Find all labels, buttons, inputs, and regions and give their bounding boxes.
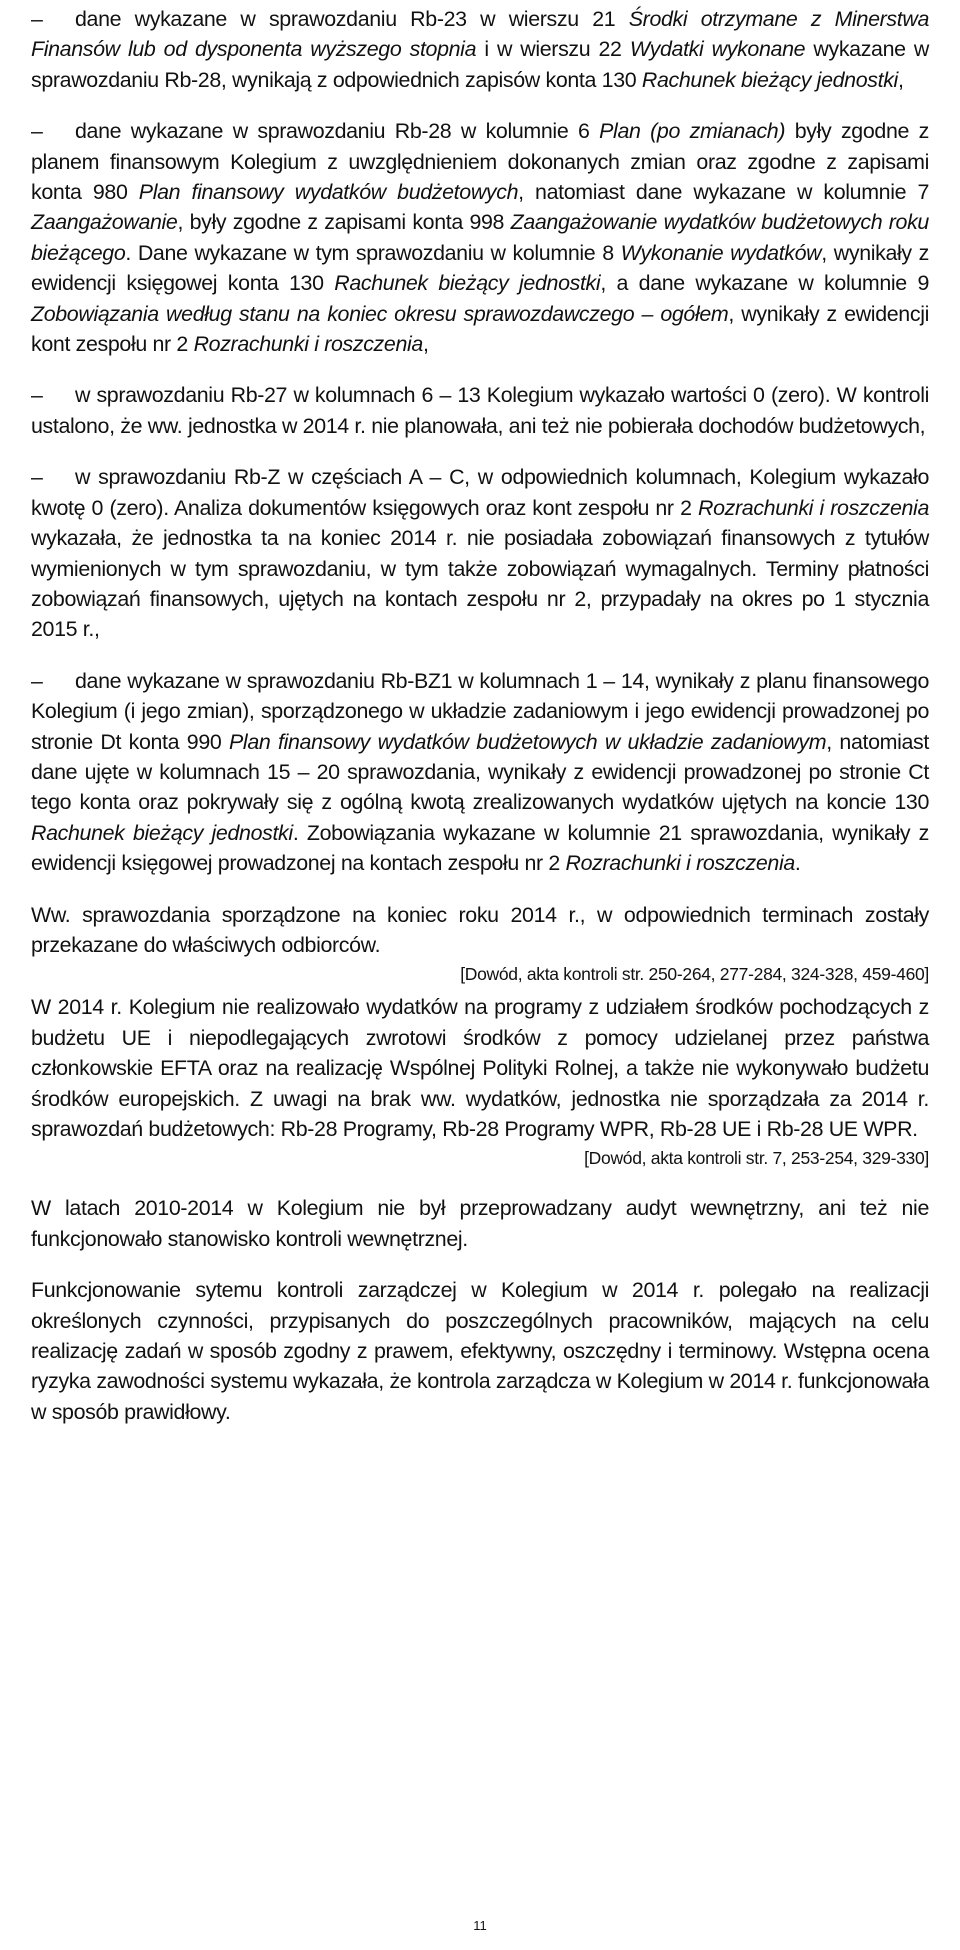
text-run: i w wierszu 22 bbox=[476, 37, 630, 62]
bullet-marker: – bbox=[31, 668, 43, 693]
italic-term: Zaangażowanie wydatków budżetowych roku bieżącego bbox=[31, 210, 929, 265]
italic-term: Rachunek bieżący jednostki bbox=[31, 820, 293, 845]
italic-term: Środki otrzymane z Minerstwa Finansów lub od dysponenta wyższego stopnia bbox=[31, 7, 930, 62]
italic-term: Rozrachunki i roszczenia bbox=[565, 851, 795, 876]
bullet-marker: – bbox=[31, 119, 43, 144]
page-number: 11 bbox=[473, 1918, 487, 1933]
text-run: wykazane w sprawozdaniu Rb-28, wynikają z odpowiednich zapisów konta 130 bbox=[31, 37, 930, 92]
italic-term: Rachunek bieżący jednostki bbox=[641, 67, 898, 92]
paragraph-eu-funds: W 2014 r. Kolegium nie realizowało wydatków na programy z udziałem środków pochodzących z budżetu UE i niepodlegających zwrotowi środków z pomocy udzielanej przez państwa członkowskie EFTA oraz na realizację Wspólnej Polityki Rolnej, a także nie wykonywało budżetu środków europejskich. Z uwagi na brak ww. wydatków, jednostka nie sporządzała za 2014 r. sprawozdań budżetowych: Rb-28 Programy, Rb-28 Programy WPR, Rb-28 UE i Rb-28 UE WPR. bbox=[31, 995, 929, 1141]
text-run: . Dane wykazane w tym sprawozdaniu w kolumnie 8 bbox=[125, 240, 621, 265]
italic-term: Wykonanie wydatków bbox=[620, 240, 822, 265]
bullet-item bbox=[31, 666, 929, 879]
italic-term: Rozrachunki i roszczenia bbox=[193, 332, 423, 357]
paragraph-internal-audit: W latach 2010-2014 w Kolegium nie był przeprowadzany audyt wewnętrzny, ani też nie funkcjonowało stanowisko kontroli wewnętrznej. bbox=[31, 1196, 929, 1251]
paragraph-reports-submitted: Ww. sprawozdania sporządzone na koniec roku 2014 r., w odpowiednich terminach zostały przekazane do właściwych odbiorców. bbox=[31, 902, 929, 957]
text-run: , wynikały z ewidencji kont zespołu nr 2 bbox=[31, 301, 929, 357]
text-run: , wynikały z ewidencji księgowej konta 130 bbox=[31, 240, 929, 296]
text-run: w sprawozdaniu Rb-27 w kolumnach 6 – 13 Kolegium wykazało wartości 0 (zero). W kontroli ustalono, że ww. jednostka w 2014 r. nie planowała, ani też nie pobierała dochodów budżetowych, bbox=[31, 383, 929, 438]
italic-term: Plan finansowy wydatków budżetowych w układzie zadaniowym bbox=[229, 729, 827, 754]
bullet-list bbox=[31, 4, 929, 879]
text-run: , a dane wykazane w kolumnie 9 bbox=[600, 271, 929, 296]
text-run: były zgodne z planem finansowym Kolegium z uwzględnieniem dokonanych zmian oraz zgodne z zapisami konta 980 bbox=[31, 119, 929, 205]
bullet-item bbox=[31, 462, 929, 644]
text-run: wykazała, że jednostka ta na koniec 2014 r. nie posiadała zobowiązań finansowych z tytułów wymienionych w tym sprawozdaniu, w tym także zobowiązań wymagalnych. Terminy płatności zobowiązań finansowych, ujętych na kontach zespołu nr 2, przypadały na okres po 1 stycznia 2015 r., bbox=[31, 526, 929, 642]
text-run: , były zgodne z zapisami konta 998 bbox=[177, 210, 511, 235]
italic-term: Wydatki wykonane bbox=[629, 37, 806, 62]
text-run: dane wykazane w sprawozdaniu Rb-28 w kolumnie 6 bbox=[75, 119, 600, 144]
bullet-marker: – bbox=[31, 465, 43, 490]
bullet-marker: – bbox=[31, 383, 43, 408]
text-run: . Zobowiązania wykazane w kolumnie 21 sprawozdania, wynikały z ewidencji księgowej prowadzonej na kontach zespołu nr 2 bbox=[31, 820, 929, 876]
text-run: dane wykazane w sprawozdaniu Rb-BZ1 w kolumnach 1 – 14, wynikały z planu finansowego Kolegium (i jego zmian), sporządzonego w układzie zadaniowym i jego ewidencji prowadzonej po stronie Dt konta 990 bbox=[31, 668, 929, 754]
text-run: , natomiast dane ujęte w kolumnach 15 – 20 sprawozdania, wynikały z ewidencji prowadzonej po stronie Ct tego konta oraz pokrywały się z ogólną kwotą zrealizowanych wydatków ujętych na koncie 130 bbox=[31, 729, 929, 815]
evidence-reference: [Dowód, akta kontroli str. 250-264, 277-284, 324-328, 459-460] bbox=[460, 964, 929, 985]
paragraph-management-control: Funkcjonowanie sytemu kontroli zarządczej w Kolegium w 2014 r. polegało na realizacji określonych czynności, przypisanych do poszczególnych pracowników, mających na celu realizację zadań w sposób zgodny z prawem, efektywny, oszczędny i terminowy. Wstępna ocena ryzyka zawodności systemu wykazała, że kontrola zarządcza w Kolegium w 2014 r. funkcjonowała w sposób prawidłowy. bbox=[31, 1278, 929, 1424]
bullet-item bbox=[31, 4, 929, 95]
bullet-marker: – bbox=[31, 7, 43, 31]
text-run: w sprawozdaniu Rb-Z w częściach A – C, w odpowiednich kolumnach, Kolegium wykazało kwotę 0 (zero). Analiza dokumentów księgowych oraz kont zespołu nr 2 bbox=[31, 465, 929, 520]
bullet-item bbox=[31, 380, 929, 441]
italic-term: Zaangażowanie bbox=[31, 210, 178, 235]
evidence-reference: [Dowód, akta kontroli str. 7, 253-254, 329-330] bbox=[584, 1148, 929, 1169]
text-run: , bbox=[897, 67, 904, 92]
text-run: . bbox=[794, 851, 801, 876]
italic-term: Plan (po zmianach) bbox=[599, 119, 786, 144]
text-run: , natomiast dane wykazane w kolumnie 7 bbox=[518, 180, 929, 205]
italic-term: Zobowiązania według stanu na koniec okresu sprawozdawczego – ogółem bbox=[31, 301, 729, 326]
italic-term: Plan finansowy wydatków budżetowych bbox=[138, 180, 519, 205]
italic-term: Rozrachunki i roszczenia bbox=[698, 495, 929, 520]
text-run: , bbox=[422, 332, 429, 357]
bullet-item bbox=[31, 116, 929, 359]
text-run: dane wykazane w sprawozdaniu Rb-23 w wierszu 21 bbox=[75, 7, 629, 31]
italic-term: Rachunek bieżący jednostki bbox=[334, 271, 601, 296]
